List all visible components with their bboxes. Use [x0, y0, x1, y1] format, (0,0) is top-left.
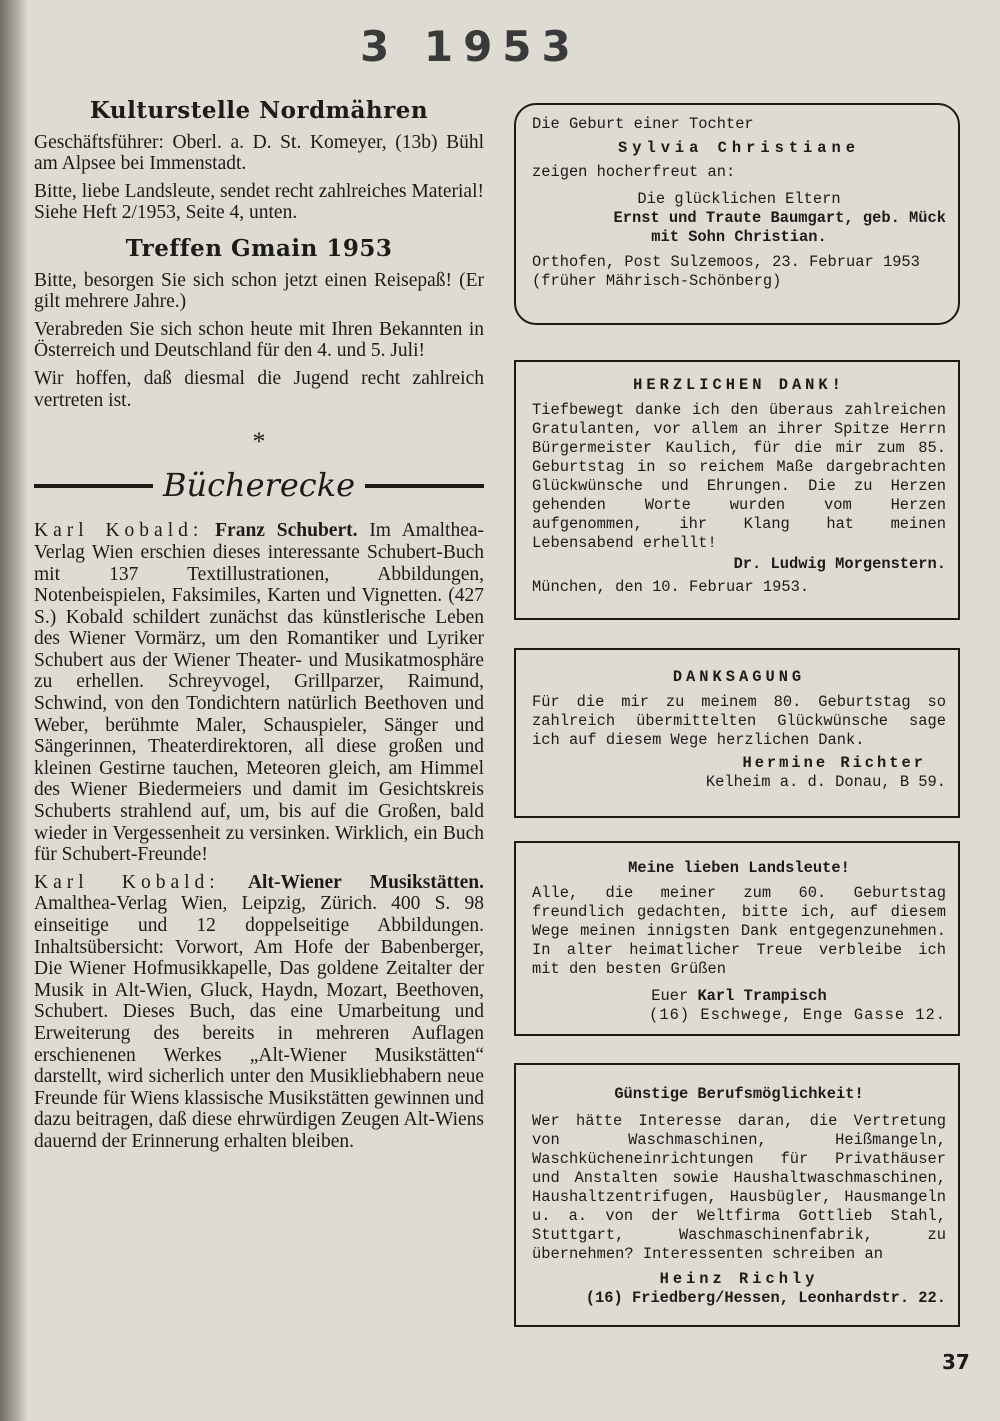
- treffen-paragraph-2: Verabreden Sie sich schon heute mit Ihren Bekannten in Österreich und Deutschland für den 4. und 5. Juli!: [34, 318, 484, 362]
- book-2-text: Amalthea-Verlag Wien, Leipzig, Zürich. 400 S. 98 einseitige und 12 doppelseitige Abbildungen. Inhaltsübersicht: Vorwort, Am Hofe der Babenberger, Die Wiener Hofmusikkapelle, Das goldene Zeitalter der Musik in Alt-Wien, Gluck, Haydn, Mozart, Beethoven, Schubert. Dieses Buch, das eine Umarbeitung und Erweiterung des bereits in mehreren Auflagen erschienenen Werkes „Alt-Wiener Musikstätten“ darstellt, wird sicherlich unter den Musikliebhabern neue Freunde für Wiens klassische Musikstätten gewinnen und dazu beitragen, daß diese ehrwürdigen Zeugen Alt-Wiens dauernd der Erinnerung erhalten bleiben.: [34, 893, 484, 1152]
- birth-place-date: Orthofen, Post Sulzemoos, 23. Februar 1953: [532, 253, 920, 271]
- thanks-richter-title: DANKSAGUNG: [672, 668, 806, 686]
- birth-parents: Ernst und Traute Baumgart, geb. Mück: [613, 209, 946, 227]
- book-1-text: Im Amalthea-Verlag Wien erschien dieses interessante Schubert-Buch mit 137 Textillustrationen, Abbildungen, Notenbeispielen, Faksimiles, Karten und Vignetten. (427 S.) Kobald schildert zunächst das künstlerische Leben des Wiener Vormärz, um den Romantiker und Lyriker Schubert aus der Wiener Theater- und Musikatmosphäre zu erhellen. Schreyvogel, Grillparzer, Raimund, Schwind, von den Tondichtern natürlich Beethoven und Weber, berühmte Maler, Schauspieler, Sänger und Sängerinnen, Theaterdirektoren, all diese großen und kleinen Gestirne tauchen, Meteoren gleich, am Himmel des Wiener Biedermeiers und damit im Gesichtskreis Schuberts strahlend auf, um, bis auf die Großen, bald wieder in Vergessenheit zu versinken. Wirklich, ein Buch für Schubert-Freunde!: [34, 520, 485, 866]
- book-2-title: Alt-Wiener Musikstätten.: [247, 871, 484, 893]
- birth-line-2: zeigen hocherfreut an:: [532, 163, 736, 181]
- handwritten-issue-number: 3 1953: [360, 22, 581, 71]
- treffen-paragraph-3: Wir hoffen, daß diesmal die Jugend recht zahlreich vertreten ist.: [34, 367, 484, 411]
- thanks-trampisch-signature: [532, 987, 946, 1006]
- job-offer-title: Günstige Berufsmöglichkeit!: [614, 1085, 864, 1103]
- buecherecke-heading: [34, 465, 484, 504]
- heading-rule-left: [34, 484, 153, 488]
- job-offer-contact-name: Heinz Richly: [659, 1270, 819, 1288]
- thanks-trampisch-text: Alle, die meiner zum 60. Geburtstag freundlich gedachten, bitte ich, auf diesem Wege meinen innigsten Dank entgegenzunehmen. In alter heimatlicher Treue verbleibe ich mit den besten Grüßen: [532, 884, 946, 978]
- section-star-divider: *: [252, 427, 266, 457]
- job-offer-box: [514, 1063, 960, 1327]
- kulturstelle-heading: Kulturstelle Nordmähren: [89, 97, 429, 124]
- book-review-musikstaetten: [34, 872, 484, 1153]
- birth-line-3: Die glücklichen Eltern: [637, 190, 841, 208]
- thanks-morgenstern-box: [514, 360, 960, 620]
- thanks-morgenstern-date: München, den 10. Februar 1953.: [532, 578, 810, 596]
- thanks-morgenstern-title: HERZLICHEN DANK!: [633, 376, 845, 394]
- book-2-author: Karl Kobald:: [34, 871, 220, 893]
- job-offer-text: Wer hätte Interesse daran, die Vertretung von Waschmaschinen, Heißmangeln, Waschkücheneinrichtungen für Privathäuser und Anstalten sowie Haushaltwaschmaschinen, Haushaltzentrifugen, Hausbügler, Hausmangeln u. a. von der Weltfirma Gottlieb Stahl, Stuttgart, Waschmaschinenfabrik, zu übernehmen? Interessenten schreiben an: [532, 1112, 946, 1263]
- thanks-morgenstern-text: Tiefbewegt danke ich den überaus zahlreichen Gratulanten, vor allem an ihrer Spitze Herrn Bürgermeister Kaulich, für die mir zum 85. Geburtstag in so reichem Maße dargebrachten Glückwünsche und Ehrungen. Die zu Herzen gehenden Worte wurden vom Herzen aufgenommen, ihr Klang hat meinen Lebensabend erhellt!: [532, 401, 946, 552]
- thanks-trampisch-place: (16) Eschwege, Enge Gasse 12.: [649, 1006, 946, 1024]
- book-1-author: Karl Kobald:: [34, 520, 204, 542]
- book-1-title: Franz Schubert.: [215, 520, 358, 542]
- job-offer-contact-address: (16) Friedberg/Hessen, Leonhardstr. 22.: [585, 1289, 946, 1307]
- thanks-richter-text: Für die mir zu meinem 80. Geburtstag so zahlreich übermittelten Glückwünsche sage ich auf diesem Wege herzlichen Dank.: [532, 693, 946, 749]
- left-column: [34, 96, 484, 1159]
- page-number: 37: [942, 1350, 970, 1374]
- treffen-paragraph-1: Bitte, besorgen Sie sich schon jetzt einen Reisepaß! (Er gilt mehrere Jahre.): [34, 269, 484, 313]
- birth-former-home: (früher Mährisch-Schönberg): [532, 272, 782, 290]
- book-review-schubert: [34, 520, 484, 866]
- thanks-trampisch-title: Meine lieben Landsleute!: [628, 859, 850, 877]
- treffen-heading: Treffen Gmain 1953: [125, 234, 393, 262]
- thanks-trampisch-box: [514, 841, 960, 1036]
- signature-prefix: Euer: [651, 987, 689, 1005]
- page-gutter-shadow: [0, 0, 28, 1421]
- birth-line-1: Die Geburt einer Tochter: [532, 115, 754, 133]
- thanks-richter-signature: Hermine Richter: [742, 754, 926, 772]
- signature-name: Karl Trampisch: [697, 987, 827, 1005]
- birth-announcement-box: [514, 103, 960, 325]
- birth-sibling: mit Sohn Christian.: [651, 228, 827, 246]
- thanks-richter-box: [514, 648, 960, 818]
- thanks-richter-place: Kelheim a. d. Donau, B 59.: [705, 773, 946, 791]
- heading-rule-right: [365, 484, 484, 488]
- thanks-morgenstern-signature: Dr. Ludwig Morgenstern.: [733, 555, 946, 573]
- buecherecke-title: Bücherecke: [162, 465, 356, 504]
- birth-child-name: Sylvia Christiane: [617, 139, 860, 157]
- kulturstelle-paragraph-2: Bitte, liebe Landsleute, sendet recht zahlreiches Material! Siehe Heft 2/1953, Seite 4, unten.: [34, 180, 484, 224]
- kulturstelle-paragraph-1: Geschäftsführer: Oberl. a. D. St. Komeyer, (13b) Bühl am Alpsee bei Immenstadt.: [34, 131, 484, 175]
